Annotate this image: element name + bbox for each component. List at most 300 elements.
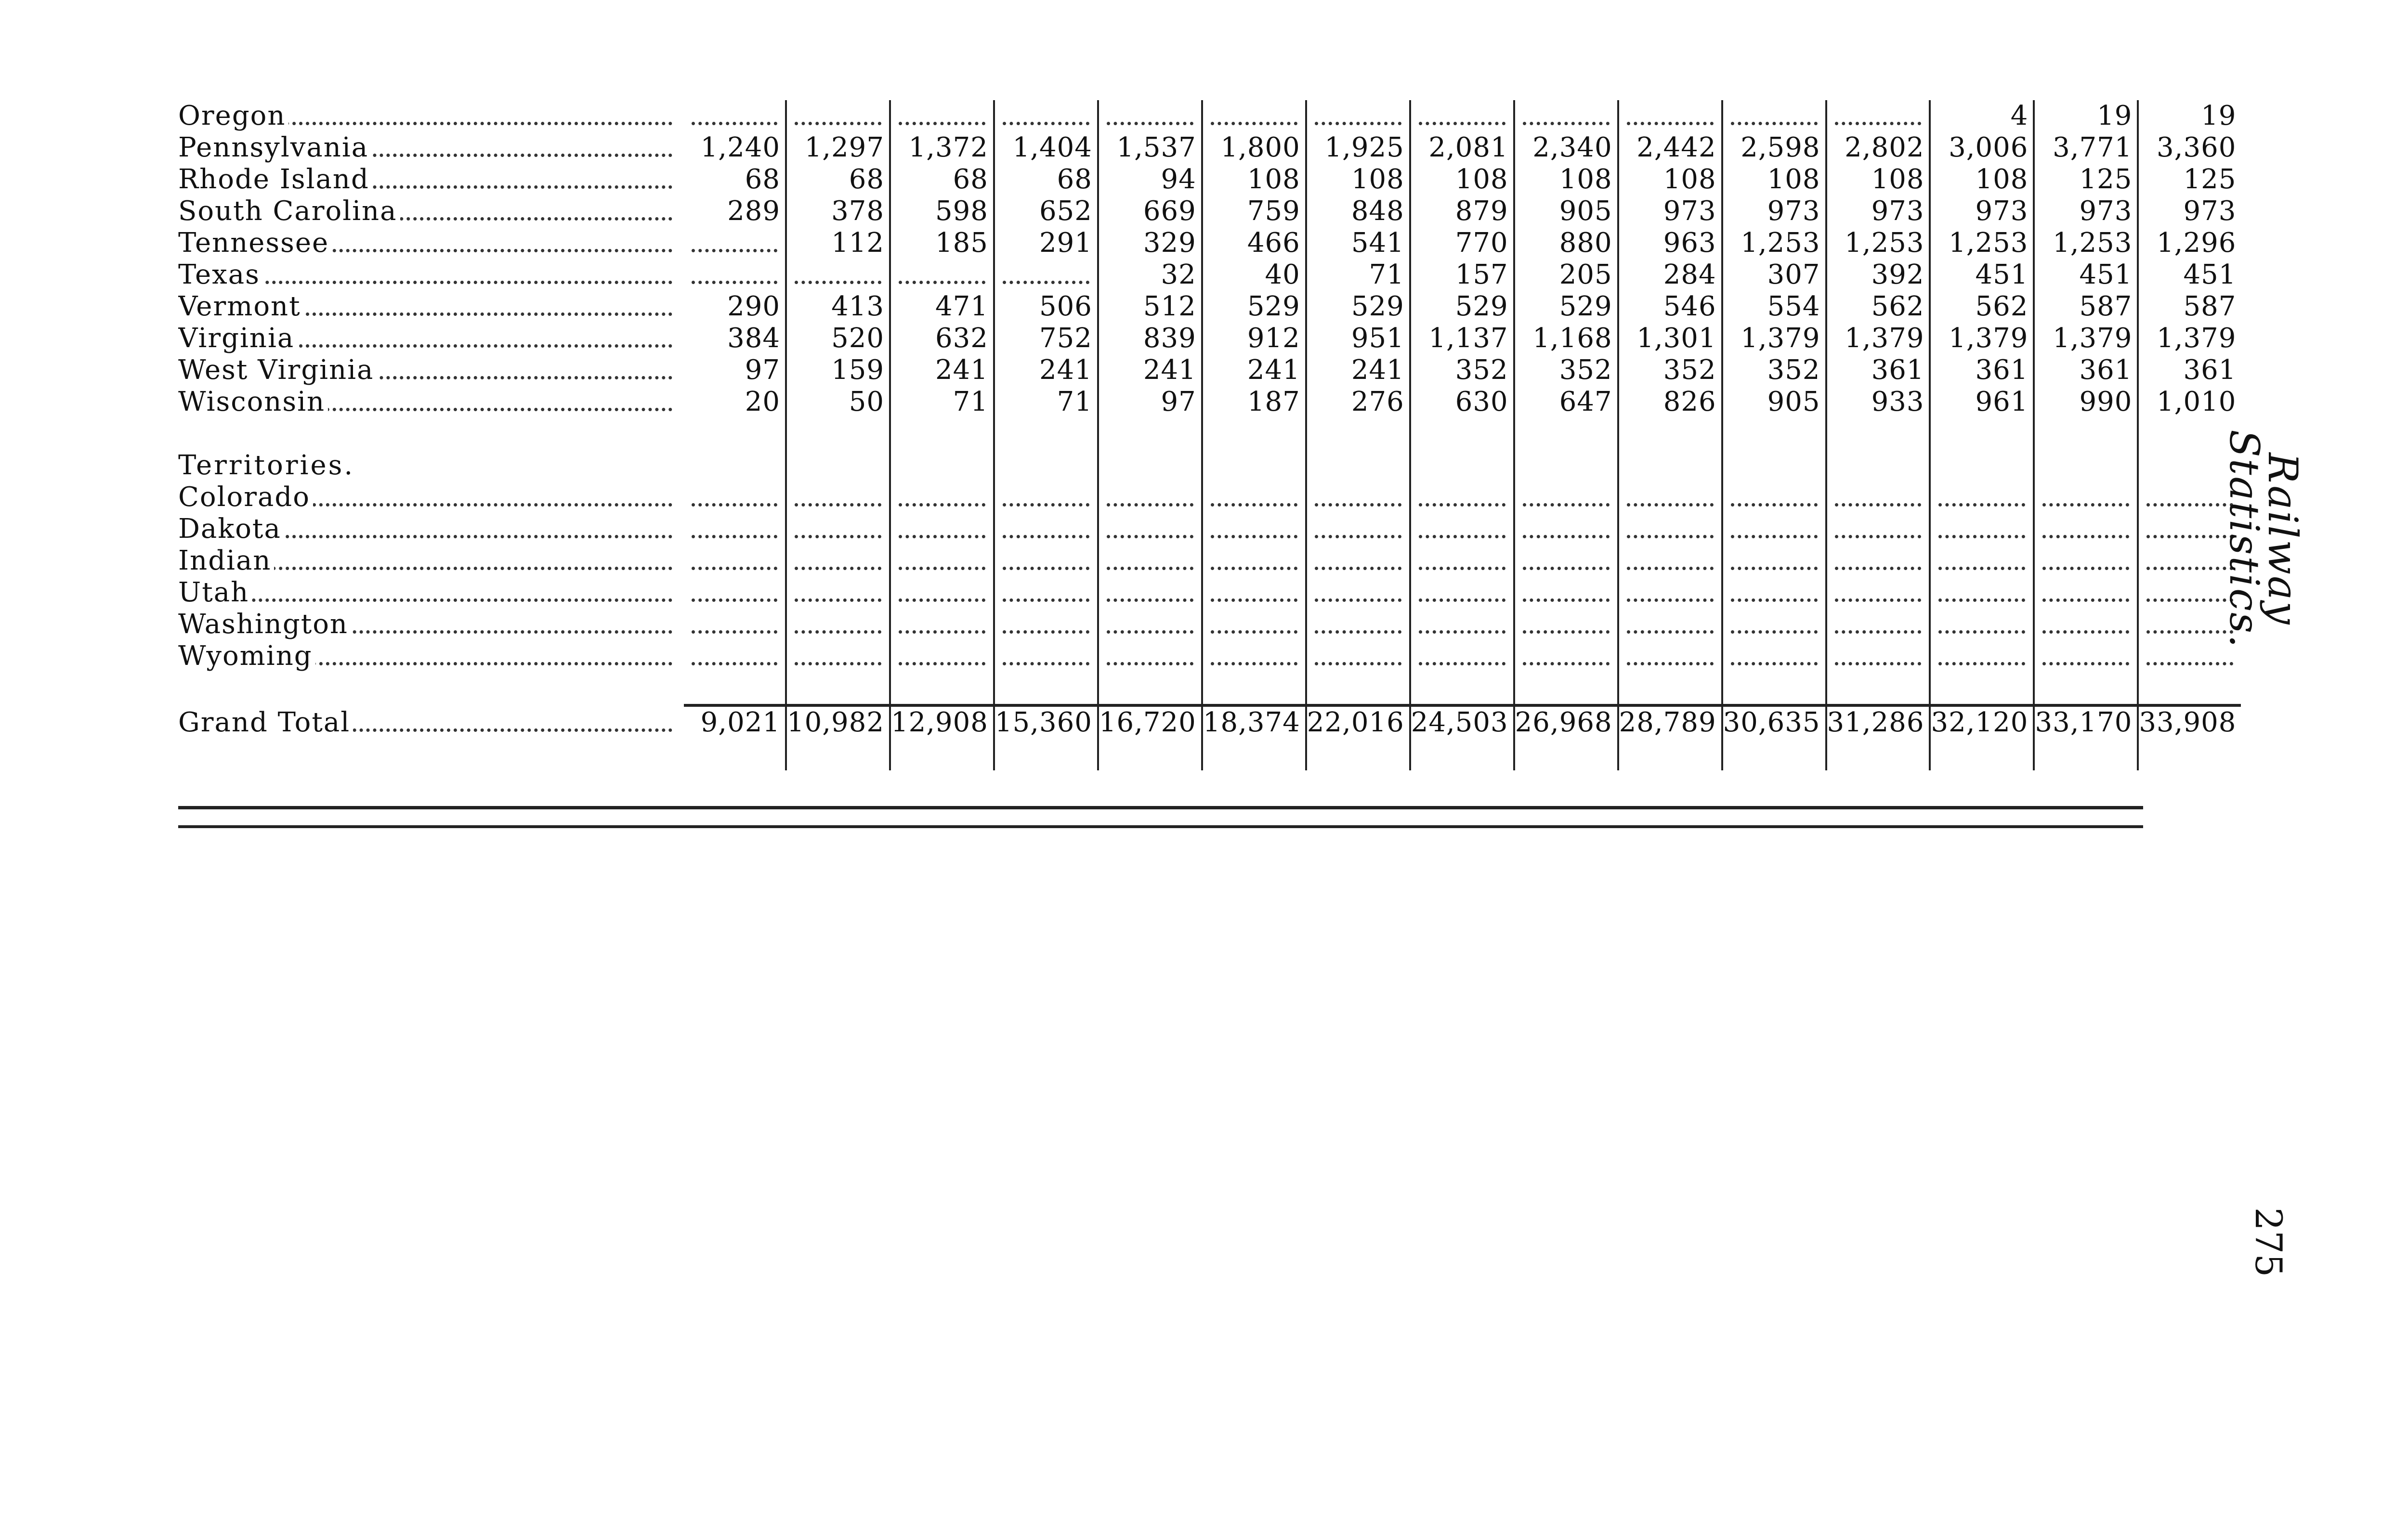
spacer-cell [684,739,786,770]
empty-cell-dots [684,100,786,132]
empty-cell-dots [1826,577,1930,609]
row-label-text: West Virginia [178,354,377,386]
table-cell: 3,006 [1930,132,2034,164]
leader-dots [1315,662,1401,665]
empty-cell-dots [1098,513,1202,545]
leader-dots [1523,630,1610,634]
table-cell: 352 [1722,354,1826,386]
spacer-cell [1722,450,1826,481]
row-label [178,386,684,418]
empty-cell-dots [1410,609,1514,640]
table-cell: 541 [1306,227,1410,259]
spacer-cell [1826,672,1930,705]
leader-dots [1107,662,1193,665]
table-cell: 1,253 [1826,227,1930,259]
empty-cell-dots [2034,640,2138,672]
leader-dots [1523,503,1610,507]
spacer-cell [1306,418,1410,450]
table-cell: 529 [1306,291,1410,323]
table-cell: 506 [994,291,1098,323]
leader-dots [1211,503,1297,507]
spacer-cell [1202,739,1306,770]
table-cell: 361 [2183,354,2237,386]
table-cell: 1,297 [786,132,890,164]
empty-cell-dots [1514,577,1618,609]
empty-cell-dots [684,513,786,545]
table-cell: 963 [1618,227,1722,259]
leader-dots [1107,122,1193,125]
table-cell: 933 [1826,386,1930,418]
leader-dots [1731,598,1818,602]
grand-total-cell: 18,374 [1202,705,1306,739]
leader-dots [1835,535,1922,538]
leader-dots [1938,598,2025,602]
leader-dots [1835,630,1922,634]
leader-dots [1835,122,1922,125]
leader-dots [2042,535,2129,538]
empty-cell-dots [684,259,786,291]
spacer-cell [178,672,684,705]
table-cell: 94 [1098,164,1202,195]
spacer-row [178,418,2241,450]
table-cell: 471 [890,291,994,323]
table-cell: 108 [1306,164,1410,195]
grand-total-cell: 33,908 [2139,707,2237,738]
total-rule-row [178,672,2241,705]
table-cell: 848 [1306,195,1410,227]
table-cell: 554 [1722,291,1826,323]
running-head: Railway Statistics. [2221,429,2306,649]
table-cell: 512 [1098,291,1202,323]
table-cell: 1,379 [1722,323,1826,354]
table-cell: 1,010 [2157,386,2237,417]
empty-cell-dots [1410,577,1514,609]
empty-cell-dots [1930,577,2034,609]
spacer-cell [1306,450,1410,481]
empty-cell-dots [890,577,994,609]
empty-cell-dots [1930,513,2034,545]
spacer-cell [1618,418,1722,450]
empty-cell-dots [2034,609,2138,640]
table-row [178,132,2241,164]
row-label [178,100,684,132]
empty-cell-dots [2034,481,2138,513]
leader-dots [1627,503,1714,507]
leader-dots [1938,535,2025,538]
table-cell: 912 [1202,323,1306,354]
table-cell: 108 [1722,164,1826,195]
empty-cell-dots [1618,481,1722,513]
spacer-cell [1722,672,1826,705]
table-row [178,545,2241,577]
empty-cell-dots [1930,609,2034,640]
table-cell: 1,301 [1618,323,1722,354]
leader-dots [899,567,985,570]
leader-dots [1731,567,1818,570]
leader-dots [1003,535,1089,538]
table-cell: 587 [2034,291,2138,323]
table-cell: 1,379 [2157,323,2237,354]
table-cell: 562 [1930,291,2034,323]
spacer-cell [994,418,1098,450]
table-row [178,164,2241,195]
table-cell: 352 [1514,354,1618,386]
empty-cell-dots [1306,609,1410,640]
spacer-cell [2138,739,2241,770]
empty-cell-dots [1098,100,1202,132]
row-label-text: Colorado [178,481,313,513]
table-cell: 973 [2034,195,2138,227]
row-label-text: Dakota [178,513,284,545]
table-cell: 973 [1618,195,1722,227]
table-bottom-rule-double [178,825,2143,828]
table-cell: 241 [1306,354,1410,386]
table-cell: 598 [890,195,994,227]
leader-dots [1731,503,1818,507]
row-label [178,259,684,291]
table-cell: 68 [786,164,890,195]
table-cell: 32 [1098,259,1202,291]
table-cell: 587 [2183,291,2237,322]
empty-cell-dots [1722,481,1826,513]
table-cell: 451 [1930,259,2034,291]
leader-dots [1523,535,1610,538]
table-cell: 562 [1826,291,1930,323]
spacer-row [178,739,2241,770]
table-row [178,259,2241,291]
leader-dots [1627,598,1714,602]
leader-dots [1315,598,1401,602]
empty-cell-dots [786,481,890,513]
empty-cell-dots [1306,481,1410,513]
table-cell: 1,296 [2157,227,2237,259]
row-label-text: Rhode Island [178,164,372,195]
empty-cell-dots [1722,577,1826,609]
grand-total-cell: 24,503 [1410,705,1514,739]
leader-dots [795,662,881,665]
table-cell: 451 [2183,259,2237,290]
empty-cell-dots [786,545,890,577]
spacer-cell [1098,418,1202,450]
leader-dots [2042,567,2129,570]
row-label [178,354,684,386]
leader-dots [795,598,881,602]
row-label-text: Vermont [178,291,304,322]
leader-dots [1835,598,1922,602]
table-cell: 1,253 [2034,227,2138,259]
table-cell: 1,253 [1722,227,1826,259]
spacer-cell [2138,672,2241,705]
empty-cell-dots [1410,640,1514,672]
table-cell: 125 [2183,164,2237,195]
table-cell: 632 [890,323,994,354]
spacer-cell [2034,672,2138,705]
spacer-cell [890,739,994,770]
empty-cell-dots [1514,481,1618,513]
table-cell: 157 [1410,259,1514,291]
leader-dots [1107,598,1193,602]
leader-dots [1315,630,1401,634]
table-cell: 71 [1306,259,1410,291]
row-label-text: Washington [178,609,351,640]
leader-dots [1938,503,2025,507]
empty-cell-dots [1514,100,1618,132]
table-cell: 71 [994,386,1098,418]
spacer-cell [1826,418,1930,450]
leader-dots [1315,122,1401,125]
spacer-cell [684,418,786,450]
grand-total-cell: 10,982 [786,705,890,739]
spacer-cell [1098,450,1202,481]
table-cell: 647 [1514,386,1618,418]
table-row [178,513,2241,545]
leader-dots [2042,630,2129,634]
row-label-text: Tennessee [178,227,332,259]
leader-dots [1107,503,1193,507]
spacer-cell [178,418,684,450]
leader-dots [1315,535,1401,538]
empty-cell-dots [1618,640,1722,672]
table-cell: 241 [1202,354,1306,386]
spacer-cell [1098,672,1202,705]
leader-dots [1107,567,1193,570]
leader-dots [692,281,777,284]
empty-cell-dots [1202,513,1306,545]
leader-dots [899,535,985,538]
row-label [178,545,684,577]
leader-dots [1211,598,1297,602]
table-row [178,640,2241,672]
leader-dots [2146,662,2233,665]
empty-cell-dots [1098,481,1202,513]
empty-cell-dots [994,609,1098,640]
leader-dots [1003,662,1089,665]
table-cell: 241 [994,354,1098,386]
empty-cell-dots [994,640,1098,672]
leader-dots [1419,567,1505,570]
empty-cell-dots [1618,513,1722,545]
table-cell: 4 [1930,100,2034,132]
grand-total-cell: 30,635 [1722,705,1826,739]
empty-cell-dots [1202,640,1306,672]
spacer-cell [1514,672,1618,705]
table-cell: 546 [1618,291,1722,323]
table-cell: 108 [1410,164,1514,195]
row-label [178,195,684,227]
leader-dots [1835,662,1922,665]
empty-cell-dots [890,100,994,132]
grand-total-cell: 9,021 [684,705,786,739]
leader-dots [2042,503,2129,507]
table-cell: 826 [1618,386,1722,418]
grand-total-cell: 12,908 [890,705,994,739]
empty-cell-dots [1826,513,1930,545]
table-cell: 40 [1202,259,1306,291]
empty-cell-dots [1410,545,1514,577]
empty-cell-dots [684,481,786,513]
table-cell: 652 [994,195,1098,227]
spacer-cell [1930,418,2034,450]
leader-dots [692,122,777,125]
empty-cell-dots [1826,640,1930,672]
empty-cell-dots [890,481,994,513]
row-label-text: Indian [178,545,274,576]
empty-cell-dots [1514,640,1618,672]
table-cell: 68 [684,164,786,195]
table-cell: 352 [1618,354,1722,386]
table-cell: 108 [1514,164,1618,195]
spacer-cell [786,739,890,770]
table-cell: 384 [684,323,786,354]
empty-cell-dots [1826,545,1930,577]
empty-cell-dots [890,513,994,545]
leader-dots [1938,662,2025,665]
leader-dots [1419,122,1505,125]
spacer-cell [1930,739,2034,770]
leader-dots [1627,662,1714,665]
spacer-cell [1410,450,1514,481]
table-cell: 2,442 [1618,132,1722,164]
row-label [178,481,684,513]
spacer-cell [1098,739,1202,770]
table-cell: 68 [994,164,1098,195]
spacer-cell [684,672,786,705]
leader-dots [1315,567,1401,570]
table-cell: 1,372 [890,132,994,164]
row-label-text: Utah [178,577,252,608]
table-cell: 108 [1618,164,1722,195]
leader-dots [1835,503,1922,507]
row-label-text: Virginia [178,323,297,354]
empty-cell-dots [890,545,994,577]
spacer-cell [890,672,994,705]
empty-cell-dots [1306,545,1410,577]
grand-total-cell: 32,120 [1930,705,2034,739]
leader-dots [795,567,881,570]
table-cell: 2,598 [1722,132,1826,164]
table-cell: 329 [1098,227,1202,259]
leader-dots [1419,662,1505,665]
empty-cell-dots [1202,577,1306,609]
table-cell: 413 [786,291,890,323]
spacer-cell [994,672,1098,705]
empty-cell-dots [994,513,1098,545]
spacer-cell [2034,739,2138,770]
table-cell: 630 [1410,386,1514,418]
leader-dots [1211,535,1297,538]
leader-dots [178,598,672,602]
table-cell: 185 [890,227,994,259]
table-cell: 1,800 [1202,132,1306,164]
spacer-cell [1930,672,2034,705]
empty-cell-dots [1410,481,1514,513]
spacer-cell [1826,450,1930,481]
empty-cell-dots [1826,100,1930,132]
table-cell: 1,537 [1098,132,1202,164]
table-cell: 361 [1930,354,2034,386]
row-label [178,164,684,195]
table-cell: 361 [2034,354,2138,386]
leader-dots [1003,503,1089,507]
empty-cell-dots [684,640,786,672]
table-row [178,481,2241,513]
leader-dots [1731,535,1818,538]
empty-cell-dots [1098,545,1202,577]
leader-dots [1003,630,1089,634]
grand-total-cell: 15,360 [994,705,1098,739]
table-cell: 241 [1098,354,1202,386]
row-label-text: Oregon [178,100,288,131]
table-cell: 759 [1202,195,1306,227]
leader-dots [1211,662,1297,665]
leader-dots [1627,535,1714,538]
table-cell: 276 [1306,386,1410,418]
spacer-cell [1618,739,1722,770]
leader-dots [1107,535,1193,538]
spacer-cell [1514,739,1618,770]
table-cell: 669 [1098,195,1202,227]
spacer-cell [1826,739,1930,770]
leader-dots [2042,598,2129,602]
table-cell: 879 [1410,195,1514,227]
table-cell: 378 [786,195,890,227]
page-number: 275 [2247,1207,2290,1277]
row-label [178,640,684,672]
spacer-cell [2034,450,2138,481]
leader-dots [1003,598,1089,602]
leader-dots [1627,567,1714,570]
table-cell: 839 [1098,323,1202,354]
table-cell: 307 [1722,259,1826,291]
leader-dots [1627,630,1714,634]
table-cell: 520 [786,323,890,354]
table-cell: 68 [890,164,994,195]
row-label [178,609,684,640]
grand-total-cell: 28,789 [1618,705,1722,739]
table-cell: 973 [2183,195,2237,227]
table-cell: 108 [1930,164,2034,195]
empty-cell-dots [1410,513,1514,545]
table-cell: 1,240 [684,132,786,164]
spacer-cell [1306,739,1410,770]
table-row [178,227,2241,259]
leader-dots [899,281,985,284]
leader-dots [1419,535,1505,538]
table-cell: 2,340 [1514,132,1618,164]
table-cell: 1,379 [2034,323,2138,354]
spacer-cell [1202,418,1306,450]
grand-total-cell: 16,720 [1098,705,1202,739]
empty-cell-dots [684,227,786,259]
row-label-text: Wyoming [178,640,315,672]
table-cell: 71 [890,386,994,418]
table-cell: 466 [1202,227,1306,259]
table-cell: 19 [2201,100,2237,131]
empty-cell-dots [994,259,1098,291]
empty-cell-dots [786,100,890,132]
leader-dots [795,122,881,125]
leader-dots [1835,567,1922,570]
table-cell: 3,771 [2034,132,2138,164]
table-cell: 284 [1618,259,1722,291]
leader-dots [1938,567,2025,570]
leader-dots [1003,281,1089,284]
table-cell: 1,168 [1514,323,1618,354]
leader-dots [1211,630,1297,634]
empty-cell-dots [1410,100,1514,132]
table-row [178,100,2241,132]
table-cell: 1,253 [1930,227,2034,259]
